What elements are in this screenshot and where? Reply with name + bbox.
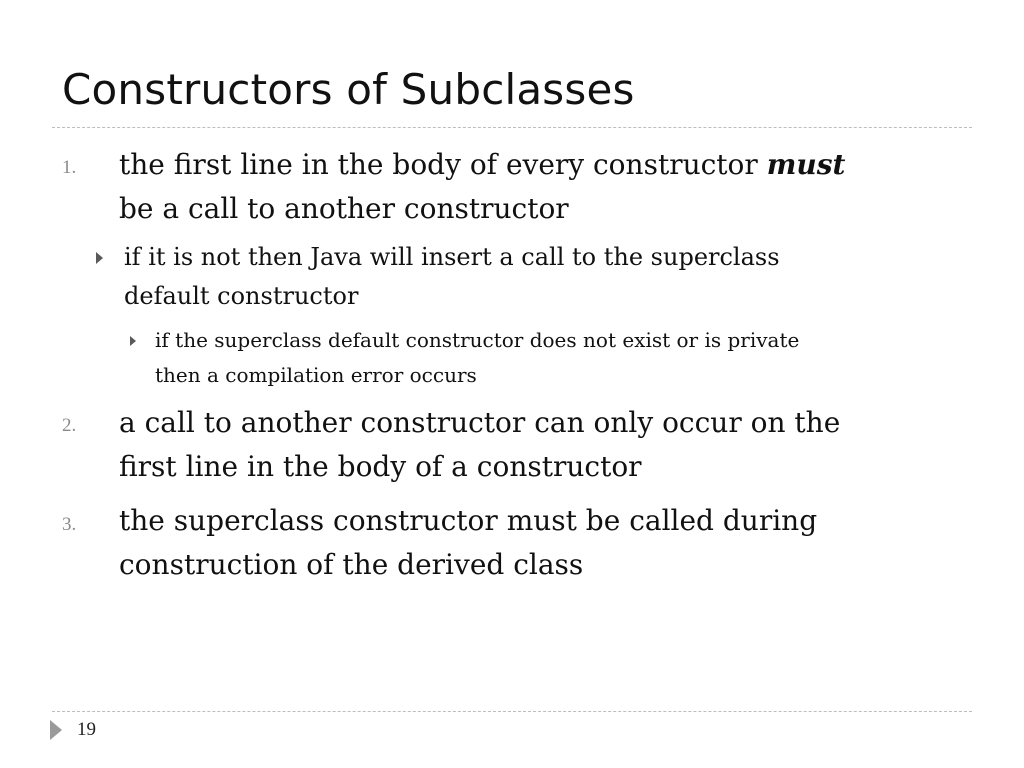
page-number: 19 <box>77 719 96 740</box>
bullet-arrow-icon <box>130 336 136 346</box>
sub-bullet-text-line: default constructor <box>124 282 359 310</box>
sub-sub-bullet-text-line: then a compilation error occurs <box>155 363 477 387</box>
list-number: 3. <box>62 514 77 535</box>
footer-divider <box>52 711 972 712</box>
list-item-text-line: be a call to another constructor <box>119 192 569 225</box>
slide-title: Constructors of Subclasses <box>62 65 635 114</box>
sub-bullet-text-line: if it is not then Java will insert a call to the superclass <box>124 243 780 271</box>
bullet-arrow-icon <box>96 252 103 264</box>
list-number: 1. <box>62 157 77 178</box>
sub-sub-bullet-text-line: if the superclass default constructor does not exist or is private <box>155 328 800 352</box>
title-divider <box>52 127 972 128</box>
list-item-text-line: first line in the body of a constructor <box>119 450 642 483</box>
list-item-text-line: the superclass constructor must be called during <box>119 504 818 537</box>
list-number: 2. <box>62 415 77 436</box>
footer-arrow-icon <box>50 720 62 740</box>
list-item-text-line: a call to another constructor can only occur on the <box>119 406 841 439</box>
list-item-text-line: construction of the derived class <box>119 548 584 581</box>
emphasis-text: must <box>766 148 846 181</box>
list-item-text-line: the first line in the body of every constructor must <box>119 148 846 181</box>
